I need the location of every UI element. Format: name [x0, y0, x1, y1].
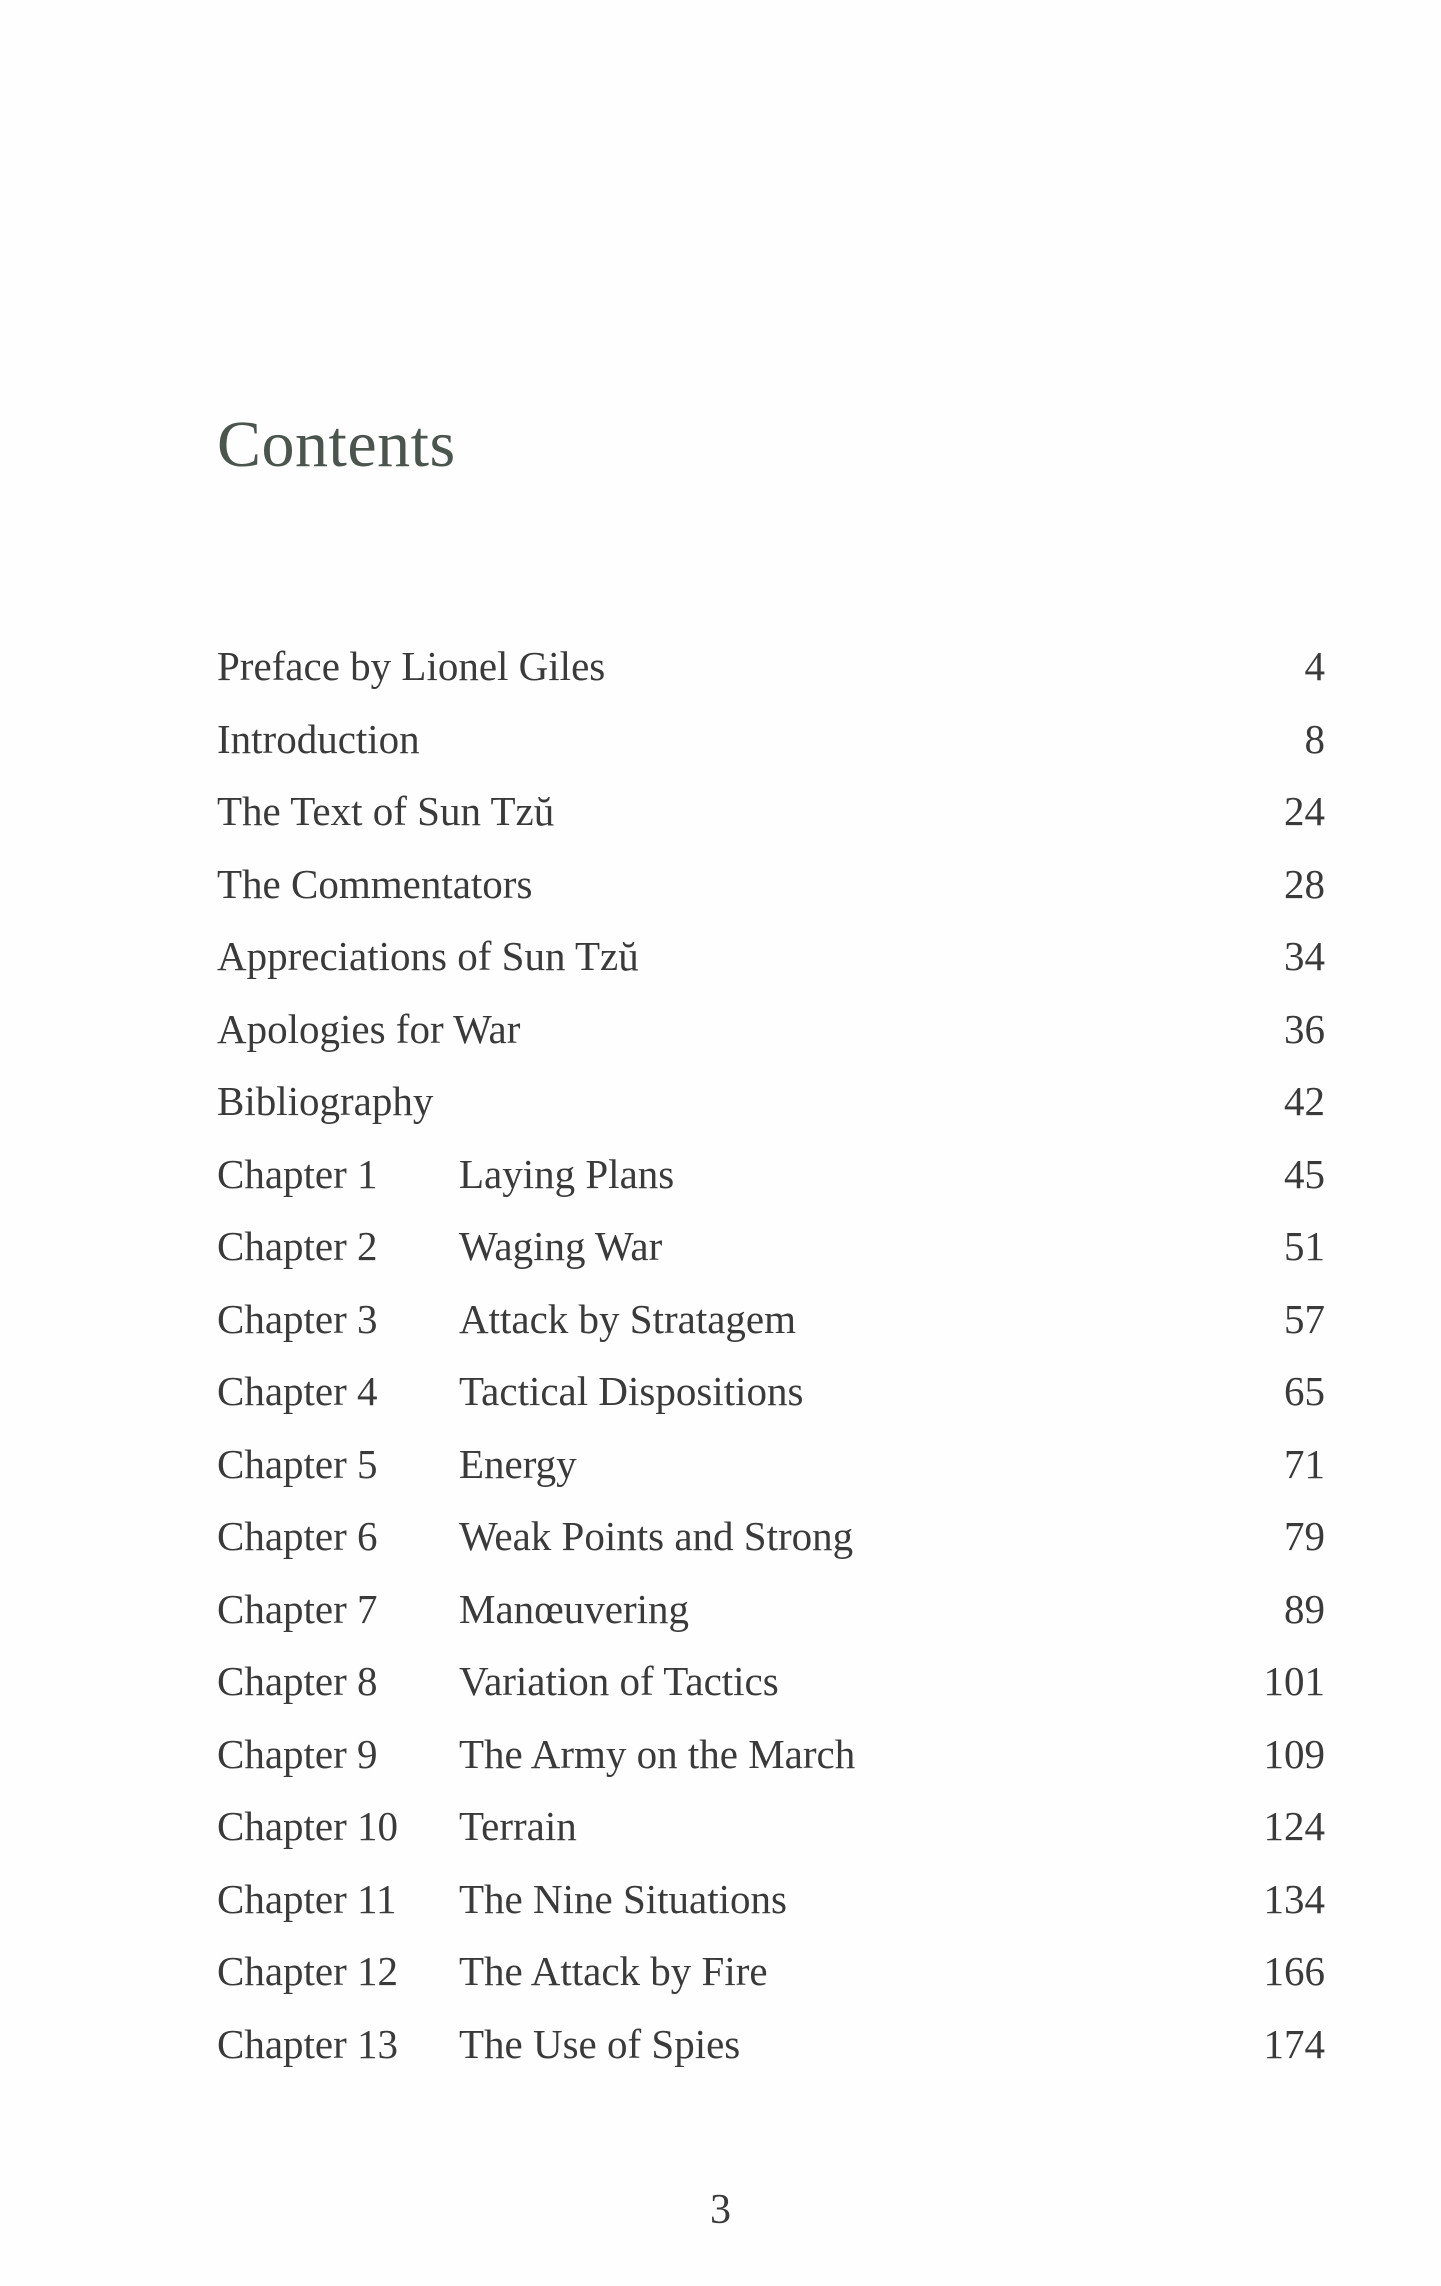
chapter-label: Chapter 4: [217, 1368, 378, 1414]
toc-entry-page: 28: [1284, 860, 1325, 907]
chapter-title: Variation of Tactics: [459, 1658, 779, 1704]
toc-entry-page: 24: [1284, 788, 1325, 834]
toc-entry-bibliography[interactable]: [217, 1065, 1325, 1138]
chapter-title: Terrain: [459, 1803, 577, 1849]
toc-chapter-10[interactable]: [217, 1790, 1325, 1863]
chapter-title: Manœuvering: [459, 1585, 690, 1632]
toc-entry-title: The Text of Sun Tzŭ: [217, 788, 555, 834]
chapter-title: The Attack by Fire: [459, 1948, 768, 1994]
chapter-title: Laying Plans: [459, 1150, 675, 1197]
toc-entry-page: 174: [1263, 2020, 1325, 2067]
toc-entry-text-of-sun-tzu[interactable]: [217, 775, 1325, 848]
toc-entry-page: 34: [1284, 933, 1325, 979]
chapter-label: Chapter 12: [217, 1948, 399, 1994]
toc-entry-title: Bibliography: [217, 1078, 434, 1124]
toc-entry-preface[interactable]: [217, 630, 1325, 703]
toc-entry-page: 89: [1284, 1585, 1325, 1632]
chapter-label: Chapter 11: [217, 1875, 397, 1922]
page-title: Contents: [217, 408, 456, 481]
chapter-label: Chapter 1: [217, 1150, 378, 1197]
chapter-label: Chapter 7: [217, 1585, 378, 1632]
toc-entry-apologies[interactable]: [217, 993, 1325, 1066]
toc-entry-page: 79: [1284, 1513, 1325, 1559]
chapter-label: Chapter 9: [217, 1730, 378, 1777]
toc-entry-page: 42: [1284, 1078, 1325, 1124]
toc-chapter-13[interactable]: [217, 2008, 1325, 2081]
toc-chapter-2[interactable]: [217, 1210, 1325, 1283]
toc-chapter-3[interactable]: [217, 1283, 1325, 1356]
toc-entry-page: 101: [1263, 1658, 1325, 1704]
chapter-title: Waging War: [459, 1223, 663, 1269]
page-number: 3: [710, 2187, 731, 2233]
chapter-label: Chapter 3: [217, 1295, 378, 1342]
toc-entry-page: 134: [1263, 1875, 1325, 1922]
chapter-title: Weak Points and Strong: [459, 1513, 854, 1559]
toc-chapter-5[interactable]: [217, 1428, 1325, 1501]
toc-chapter-4[interactable]: [217, 1355, 1325, 1428]
chapter-label: Chapter 13: [217, 2020, 399, 2067]
chapter-label: Chapter 5: [217, 1440, 378, 1487]
toc-entry-page: 71: [1284, 1440, 1325, 1487]
toc-entry-page: 8: [1304, 715, 1325, 762]
chapter-label: Chapter 8: [217, 1658, 378, 1704]
toc-entry-title: Preface by Lionel Giles: [217, 643, 606, 689]
toc-entry-page: 109: [1263, 1730, 1325, 1777]
toc-chapter-7[interactable]: [217, 1573, 1325, 1646]
toc-chapter-6[interactable]: [217, 1500, 1325, 1573]
toc-entry-appreciations[interactable]: [217, 920, 1325, 993]
toc-entry-title: Apologies for War: [217, 1005, 521, 1052]
toc-entry-title: Appreciations of Sun Tzŭ: [217, 933, 639, 979]
toc-entry-introduction[interactable]: [217, 703, 1325, 776]
toc-entry-page: 45: [1284, 1150, 1325, 1197]
toc-entry-page: 4: [1304, 643, 1325, 689]
table-of-contents: [217, 630, 1325, 2080]
toc-chapter-12[interactable]: [217, 1935, 1325, 2008]
chapter-title: Energy: [459, 1440, 577, 1487]
chapter-label: Chapter 10: [217, 1803, 399, 1849]
toc-chapter-11[interactable]: [217, 1863, 1325, 1936]
toc-entry-page: 51: [1284, 1223, 1325, 1269]
toc-entry-title: The Commentators: [217, 860, 533, 907]
toc-entry-commentators[interactable]: [217, 848, 1325, 921]
toc-chapter-9[interactable]: [217, 1718, 1325, 1791]
toc-entry-page: 57: [1284, 1295, 1325, 1342]
toc-entry-page: 65: [1284, 1368, 1325, 1414]
toc-entry-page: 124: [1263, 1803, 1325, 1849]
toc-entry-page: 166: [1263, 1948, 1325, 1994]
toc-entry-title: Introduction: [217, 715, 420, 762]
chapter-label: Chapter 2: [217, 1223, 378, 1269]
chapter-title: Tactical Dispositions: [459, 1368, 804, 1414]
toc-chapter-8[interactable]: [217, 1645, 1325, 1718]
chapter-title: Attack by Stratagem: [459, 1295, 797, 1342]
chapter-title: The Nine Situations: [459, 1875, 787, 1922]
toc-entry-page: 36: [1284, 1005, 1325, 1052]
toc-chapter-1[interactable]: [217, 1138, 1325, 1211]
chapter-label: Chapter 6: [217, 1513, 378, 1559]
chapter-title: The Army on the March: [459, 1730, 856, 1777]
chapter-title: The Use of Spies: [459, 2020, 741, 2067]
